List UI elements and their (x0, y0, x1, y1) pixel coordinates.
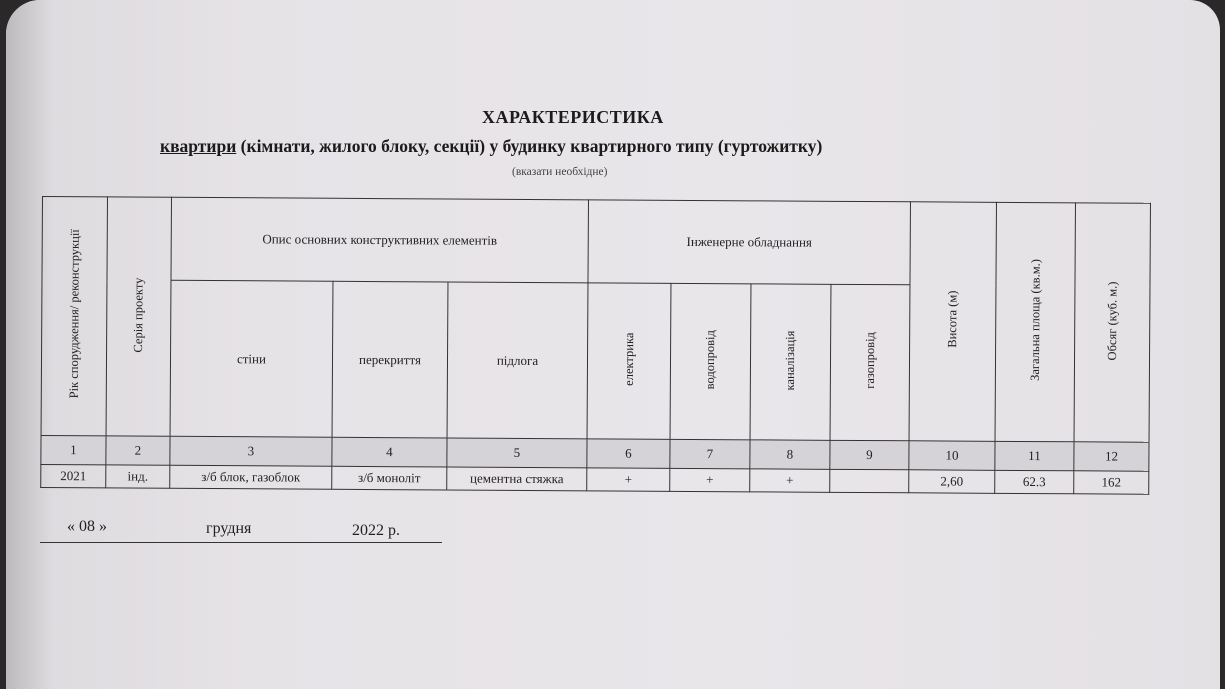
date-underline (40, 542, 442, 543)
header-total-area (995, 202, 1075, 441)
column-number: 9 (830, 440, 909, 469)
column-number: 10 (909, 441, 995, 471)
cell-floor: цементна стяжка (447, 467, 587, 491)
subtitle-note: (вказати необхідне) (512, 166, 608, 178)
cell-walls: з/б блок, газоблок (170, 465, 332, 489)
header-series-label: Серія проекту (131, 277, 146, 353)
header-electricity-label: електрика (621, 332, 636, 386)
header-total-area-label: Загальна площа (кв.м.) (1027, 259, 1043, 382)
cell-floors-ceiling: з/б моноліт (332, 466, 447, 490)
document-page (6, 0, 1220, 689)
header-floor: підлога (447, 282, 588, 439)
header-volume-label: Обсяг (куб. м.) (1104, 281, 1120, 361)
header-floors-ceiling: перекриття (332, 281, 448, 438)
column-number: 3 (170, 436, 332, 466)
cell-water: + (670, 468, 750, 491)
column-number: 5 (447, 438, 587, 468)
header-height-label: Висота (м) (945, 290, 960, 349)
document-subtitle (160, 136, 822, 157)
characteristics-table (40, 196, 1151, 495)
cell-total-area: 62.3 (995, 470, 1074, 493)
cell-year: 2021 (41, 464, 106, 487)
column-number: 7 (670, 439, 750, 468)
header-year-label: Рік спорудження/ реконструкції (66, 229, 82, 399)
column-number: 11 (995, 441, 1074, 470)
column-number: 12 (1074, 442, 1149, 471)
header-water (670, 283, 751, 439)
cell-height: 2,60 (909, 470, 995, 494)
header-gas (830, 284, 910, 440)
column-number: 6 (587, 439, 670, 469)
header-walls: стіни (170, 280, 333, 437)
cell-gas (830, 469, 909, 492)
subtitle-rest: (кімнати, жилого блоку, секції) у будинку квартирного типу (гуртожитку) (236, 136, 823, 156)
header-electricity (587, 283, 671, 440)
header-gas-label: газопровід (862, 332, 878, 389)
header-sewage-label: каналізація (783, 330, 798, 391)
header-water-label: водопровід (703, 329, 718, 390)
header-sewage (750, 284, 831, 440)
header-construction-group: Опис основних конструктивних елементів (171, 197, 588, 283)
document-title: ХАРАКТЕРИСТИКА (482, 107, 664, 127)
column-number: 4 (332, 437, 447, 467)
column-number: 2 (106, 436, 170, 465)
column-number: 8 (750, 440, 830, 469)
header-engineering-group: Інженерне обладнання (588, 200, 911, 285)
column-number: 1 (41, 435, 106, 464)
cell-series: інд. (106, 465, 170, 488)
header-year (41, 197, 107, 436)
header-height (909, 202, 996, 442)
header-series (106, 197, 171, 436)
header-volume (1074, 203, 1150, 442)
date-month: грудня (206, 520, 252, 537)
date-day: « 08 » (67, 518, 107, 535)
cell-volume: 162 (1074, 471, 1149, 494)
date-year: 2022 р. (352, 522, 400, 539)
cell-electricity: + (587, 468, 670, 492)
subtitle-underlined-word: квартири (160, 136, 237, 156)
cell-sewage: + (750, 469, 830, 492)
